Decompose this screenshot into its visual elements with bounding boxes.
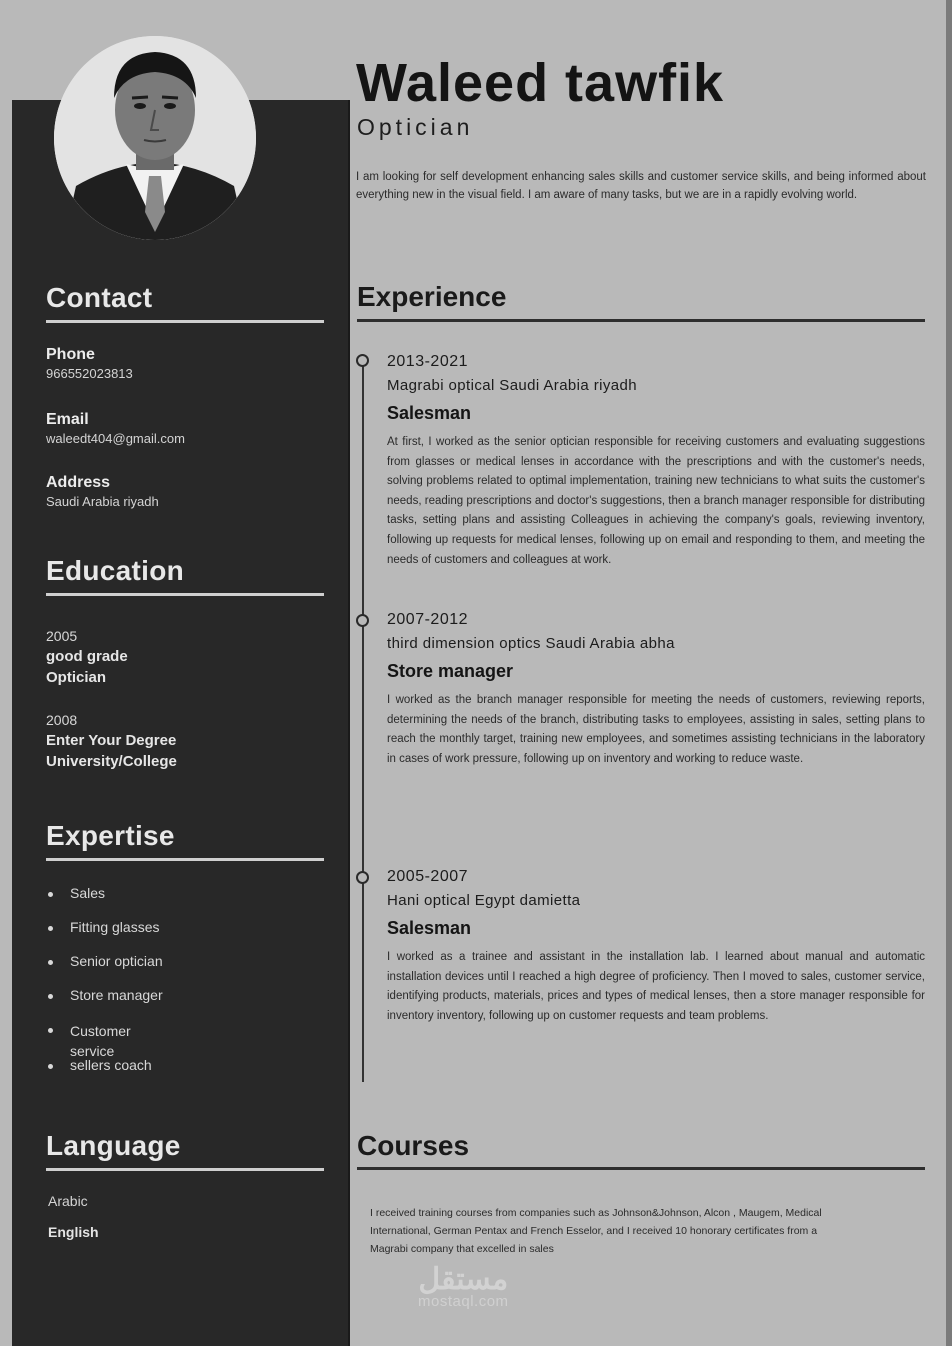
- expertise-item: Customer service: [46, 1021, 140, 1061]
- job-description: At first, I worked as the senior optician responsible for receiving customers and evaluating suggestions from glasses or medical lenses in accordance with the prescriptions and with the customer's needs, solving problems related to optimal implementation, training new technicians to what suits the customer's needs, reading prescriptions and doctor's suggestions, then a branch manager responsible for distributing tasks, setting plans and assisting Colleagues in achieving the company's goals, reviewing inventory, following up requests for medical lenses, following up on email and responding to them, and meeting the needs of customers and colleagues at work.: [387, 436, 925, 566]
- job-description: I worked as the branch manager responsible for meeting the needs of customers, reviewing reports, determining the needs of the branch, distributing tasks to employees, assisting in sales, setting plans to reach the monthly target, training new employees, and sometimes assisting technicians in the laboratory in cases of work pressure, following up on inventory and working to reduce waste.: [387, 694, 925, 765]
- job-title: Store manager: [387, 661, 514, 681]
- language-item: [48, 1224, 328, 1240]
- profile-summary: I am looking for self development enhancing sales skills and customer service skills, and being informed about everything new in the visual field. I am aware of many tasks, but we are in a rapidly evolving world.: [356, 171, 926, 201]
- job-company: Hani optical Egypt damietta: [387, 892, 581, 909]
- courses-divider: [357, 1167, 925, 1170]
- expertise-item: Sales: [46, 885, 246, 901]
- timeline-marker: [356, 871, 369, 884]
- expertise-item: sellers coach: [46, 1057, 246, 1073]
- language-arabic: Arabic: [48, 1193, 88, 1209]
- language-section: [46, 1130, 326, 1171]
- profile-photo: [54, 36, 256, 240]
- language-item: [48, 1193, 328, 1209]
- contact-title: Contact: [46, 282, 153, 313]
- job-entry: [387, 868, 925, 1026]
- language-english: English: [48, 1224, 99, 1240]
- email-label: Email: [46, 411, 89, 428]
- education-divider: [46, 593, 324, 596]
- address-label: Address: [46, 474, 111, 491]
- phone-label: Phone: [46, 346, 95, 363]
- job-title: Salesman: [387, 918, 472, 938]
- address-value: Saudi Arabia riyadh: [46, 494, 159, 509]
- education-grade: good grade: [46, 648, 128, 665]
- timeline-marker: [356, 354, 369, 367]
- expertise-item: Senior optician: [46, 953, 246, 969]
- job-entry: [387, 611, 925, 769]
- language-divider: [46, 1168, 324, 1171]
- job-description: I worked as a trainee and assistant in the installation lab. I learned about manual and automatic installation devices until I reached a high degree of proficiency. Then I moved to sales, customer service, identifying products, materials, prices and types of medical lenses, then a store manager responsible for inventory inventory, following up on customer requests and team problems.: [387, 951, 925, 1022]
- watermark-url: mostaql.com: [418, 1293, 509, 1310]
- address-block: [46, 474, 326, 509]
- job-years: 2007-2012: [387, 611, 469, 628]
- courses-text: I received training courses from companies such as Johnson&Johnson, Alcon , Maugem, Medical International, German Pentax and French Esselor, and I received 10 honorary certificates from a Magrabi company that excelled in sales: [370, 1207, 822, 1255]
- expertise-item: Store manager: [46, 987, 246, 1003]
- expertise-divider: [46, 858, 324, 861]
- timeline-marker: [356, 614, 369, 627]
- language-title: Language: [46, 1130, 181, 1161]
- expertise-item: Fitting glasses: [46, 919, 246, 935]
- job-years: 2005-2007: [387, 868, 469, 885]
- education-section: [46, 555, 326, 596]
- expertise-list: [46, 885, 246, 1073]
- phone-block: [46, 346, 326, 381]
- expertise-section: [46, 820, 326, 861]
- job-entry: [387, 353, 925, 570]
- job-title: Salesman: [387, 403, 472, 423]
- education-item: [46, 628, 326, 686]
- job-company: Magrabi optical Saudi Arabia riyadh: [387, 377, 637, 394]
- courses-title: Courses: [357, 1130, 470, 1161]
- education-title: Education: [46, 555, 185, 586]
- watermark: [418, 1262, 509, 1310]
- job-company: third dimension optics Saudi Arabia abha: [387, 635, 675, 652]
- phone-value: 966552023813: [46, 366, 133, 381]
- email-block: [46, 411, 326, 446]
- education-field: Optician: [46, 669, 107, 686]
- timeline-line: [362, 362, 364, 1082]
- page-edge: [946, 0, 952, 1346]
- education-year: 2005: [46, 628, 78, 644]
- candidate-role: Optician: [357, 114, 474, 140]
- contact-section: [46, 282, 326, 323]
- contact-divider: [46, 320, 324, 323]
- education-school: University/College: [46, 753, 177, 770]
- watermark-logo: مستقل: [418, 1263, 509, 1296]
- email-value: waleedt404@gmail.com: [46, 431, 185, 446]
- education-degree: Enter Your Degree: [46, 732, 177, 749]
- expertise-title: Expertise: [46, 820, 175, 851]
- experience-divider: [357, 319, 925, 322]
- education-item: [46, 712, 326, 770]
- job-years: 2013-2021: [387, 353, 469, 370]
- education-year: 2008: [46, 712, 78, 728]
- candidate-name: Waleed tawfik: [356, 53, 725, 113]
- experience-title: Experience: [357, 281, 507, 312]
